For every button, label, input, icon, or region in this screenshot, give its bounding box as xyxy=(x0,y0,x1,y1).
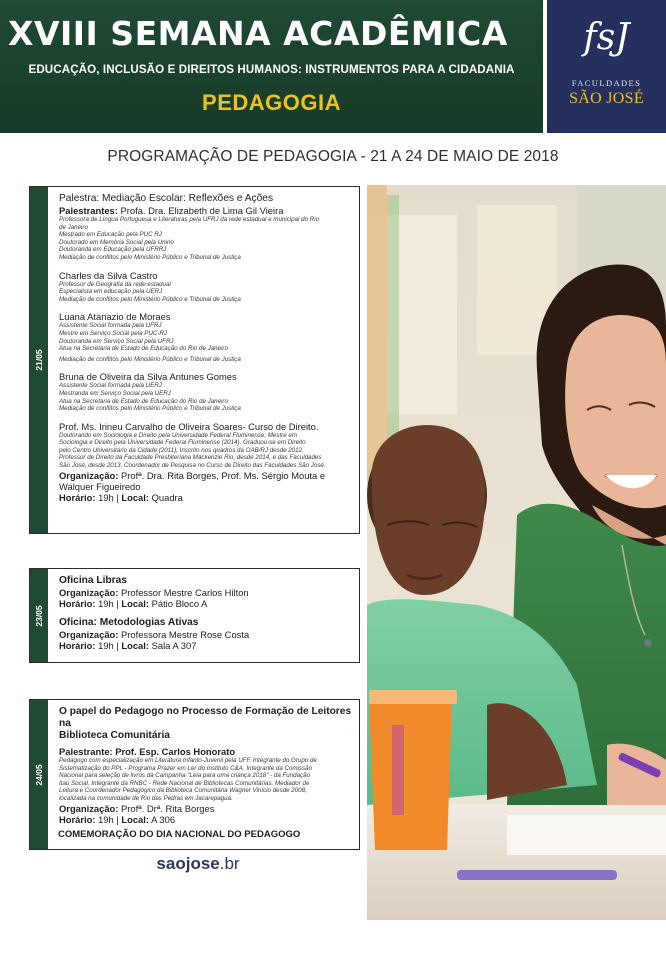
place-value: A 306 xyxy=(151,813,176,825)
cv-line: Mestranda em Serviço Social pela UERJ xyxy=(59,389,171,397)
speaker-name: Bruna de Oliveira da Silva Antunes Gomes xyxy=(59,371,237,383)
date-strip xyxy=(30,569,48,662)
lecture-title-line-2: Biblioteca Comunitária xyxy=(59,730,170,741)
cv-line: Professor de Geografia da rede estadual xyxy=(59,280,171,288)
speaker-line xyxy=(59,746,353,757)
organization-names: Professora Mestre Rose Costa xyxy=(121,629,250,640)
spacer xyxy=(59,303,353,311)
spacer xyxy=(59,609,353,617)
speaker-name: Profa. Dra. Elizabeth de Lima Gil Vieira xyxy=(120,205,284,216)
schedule-card-day1 xyxy=(29,186,360,534)
speakers-label: Palestrantes: xyxy=(59,205,118,216)
cv-line: Sociologia e Direito pela Universidade Federal Fluminense (2014). Graduou-se em Direito xyxy=(59,439,306,447)
date-strip xyxy=(30,187,48,533)
organization-names: Professor Mestre Carlos Hilton xyxy=(121,587,249,598)
cv-line: Mediação de conflitos pelo Ministério Público e Tribunal de Justiça xyxy=(59,355,241,363)
event-title: Oficina: Metodologias Ativas xyxy=(59,617,199,628)
speaker-cv xyxy=(59,322,353,363)
time-place-line: Horário: 19h | Local: Quadra xyxy=(59,491,183,503)
cv-line: Mestre em Serviço Social pela PUC-RJ xyxy=(59,329,167,337)
cv-line: Especialista em educação pela UERJ xyxy=(59,288,163,296)
time-label: Horário: xyxy=(59,491,96,503)
course-name: PEDAGOGIA xyxy=(202,90,341,115)
schedule-card-day2 xyxy=(29,568,360,663)
speaker-name: Luana Atanazio de Moraes xyxy=(59,311,171,323)
cv-line: Doutorando em Sociologia e Direito pela Universidade Federal Fluminense; Mestre em xyxy=(59,431,297,439)
cv-line: pelo Centro Universitário da Cidade (2011), Inscrito nos quadros da OAB/RJ desde 2012. xyxy=(59,446,304,454)
speaker-cv xyxy=(59,382,353,412)
date-label: 24/05 xyxy=(34,763,44,786)
photo-illustration xyxy=(367,185,666,920)
speaker-name: Prof. Ms. Irineu Carvalho de Oliveira Soares- Curso de Direito. xyxy=(59,420,319,432)
time-place-line: Horário: 19h | Local: A 306 xyxy=(59,813,176,825)
time-label: Horário: xyxy=(59,598,96,609)
speaker-label: Palestrante: xyxy=(59,746,113,757)
organization-label: Organização: xyxy=(59,469,119,481)
celebration-note: COMEMORAÇÃO DO DIA NACIONAL DO PEDAGOGO xyxy=(58,829,301,840)
event-banner xyxy=(0,0,543,133)
cv-line: Professora de Língua Portuguesa e Literaturas pela UFRJ da rede estadual e municipal do Rio xyxy=(59,216,320,223)
cv-line: Mestrado em Educação pela PUC RJ xyxy=(59,231,162,239)
speaker-name: Charles da Silva Castro xyxy=(59,269,158,281)
logo-monogram: fsJ xyxy=(583,17,630,58)
time-value: 19h xyxy=(98,491,114,503)
spacer xyxy=(59,413,353,421)
card-content xyxy=(59,193,353,503)
place-label: Local: xyxy=(121,640,149,651)
faculdades-logo xyxy=(547,0,666,133)
time-place-line: Horário: 19h | Local: Pátio Bloco A xyxy=(59,598,208,609)
organization-names: Profª. Drª. Rita Borges xyxy=(121,802,215,814)
cv-line: Doutoranda em Educação pela UFRRJ xyxy=(59,246,167,254)
organization-label: Organização: xyxy=(59,802,119,814)
cv-line: Mediação de conflitos pelo Ministério Público e Tribunal de Justiça xyxy=(59,405,241,413)
speaker-line xyxy=(59,205,353,216)
website-link[interactable] xyxy=(0,854,396,874)
spacer xyxy=(59,363,353,371)
speaker-cv xyxy=(59,757,353,803)
organization-line-2: Walquer Figueiredo xyxy=(59,480,141,492)
card-content xyxy=(59,706,353,825)
speaker-cv xyxy=(59,216,353,262)
speaker-name: Prof. Esp. Carlos Honorato xyxy=(115,746,236,757)
organization-line xyxy=(59,803,353,814)
logo-small-text: FACULDADES xyxy=(571,78,642,88)
organization-label: Organização: xyxy=(59,629,119,640)
schedule-card-day3 xyxy=(29,699,360,850)
cv-line: Itaú Social. Integrante da RNBC - Rede Nacional de Bibliotecas Comunitárias. Mediador de xyxy=(59,779,310,787)
organization-line xyxy=(59,587,353,598)
speaker-cv xyxy=(59,432,353,470)
time-value: 19h xyxy=(98,598,114,609)
organization-line xyxy=(59,470,353,481)
place-value: Sala A 307 xyxy=(151,640,197,651)
cv-line: Pedagogo com especialização em Literatura Infanto-Juvenil pela UFF. Integrante do Grupo de xyxy=(59,757,317,764)
cv-line: Atua na Secretaria de Estado de Educação do Rio de Janeiro xyxy=(59,397,228,405)
spacer xyxy=(59,262,353,270)
event-subtitle: EDUCAÇÃO, INCLUSÃO E DIREITOS HUMANOS: INSTRUMENTOS PARA A CIDADANIA xyxy=(28,63,515,76)
place-value: Quadra xyxy=(151,491,183,503)
place-label: Local: xyxy=(121,813,149,825)
lecture-title-line-1: O papel do Pedagogo no Processo de Formação de Leitores na xyxy=(59,706,352,729)
time-value: 19h xyxy=(98,813,114,825)
cv-line: Assistente Social formada pela UFRJ xyxy=(59,322,162,330)
lecture-title: Palestra: Mediação Escolar: Reflexões e Ações xyxy=(59,193,274,204)
site-tld: .br xyxy=(219,854,240,873)
cv-line: localizada na comunidade de Rio das Pedras em Jacarepaguá. xyxy=(59,794,233,802)
time-label: Horário: xyxy=(59,640,96,651)
cv-line: São José, desde 2013. Coordenador de Pesquisa no Curso de Direito das Faculdades São José. xyxy=(59,462,326,470)
time-value: 19h xyxy=(98,640,114,651)
cv-line: Professor de Direito da Faculdade Presbiteriana Mackenzie Rio, desde 2014, e das Faculdades xyxy=(59,454,322,462)
date-strip xyxy=(30,700,48,849)
cv-line: Mediação de conflitos pelo Ministério Público e Tribunal de Justiça xyxy=(59,253,241,261)
organization-line xyxy=(59,629,353,640)
organization-label: Organização: xyxy=(59,587,119,598)
card-content xyxy=(59,575,353,651)
program-title: PROGRAMAÇÃO DE PEDAGOGIA - 21 A 24 DE MAIO DE 2018 xyxy=(107,148,559,165)
date-label: 23/05 xyxy=(34,604,44,627)
cv-line: Sistematização do PPL - Programa Prazer em Ler do Instituto C&A. Integrante da Comissão xyxy=(59,764,313,772)
time-place-line: Horário: 19h | Local: Sala A 307 xyxy=(59,640,197,651)
teacher-child-photo xyxy=(367,185,666,920)
cv-line: Doutoranda em Serviço Social pela UFRJ xyxy=(59,337,174,345)
cv-line: Leitura e Coordenador Pedagógico da Biblioteca Comunitária Wagner Vinício desde 2008, xyxy=(59,787,307,795)
cv-line: Nacional para seleção de livros da Campanha "Leia para uma criança 2018" - da Fundação xyxy=(59,772,311,780)
event-title: Oficina Libras xyxy=(59,575,127,586)
place-label: Local: xyxy=(121,491,149,503)
organization-names: Profª. Dra. Rita Borges, Prof. Ms. Sérgio Mouta e xyxy=(121,469,326,481)
header xyxy=(0,0,666,135)
logo-big-text: SÃO JOSÉ xyxy=(569,90,644,107)
cv-line: de Janeiro xyxy=(59,223,88,231)
time-label: Horário: xyxy=(59,813,96,825)
speaker-cv xyxy=(59,281,353,304)
cv-line: Mediação de conflitos pelo Ministério Público e Tribunal de Justiça xyxy=(59,295,241,303)
place-value: Pátio Bloco A xyxy=(151,598,208,609)
site-domain: saojose xyxy=(156,854,220,873)
cv-line: Assistente Social formada pela UERJ xyxy=(59,382,162,390)
place-label: Local: xyxy=(121,598,149,609)
cv-line: Atua na Secretaria de Estado de Educação do Rio de Janeiro xyxy=(59,345,228,353)
event-title: XVIII SEMANA ACADÊMICA xyxy=(8,14,508,53)
date-label: 21/05 xyxy=(34,349,44,371)
cv-line: Doutorado em Memória Social pela Unirio xyxy=(59,238,174,246)
